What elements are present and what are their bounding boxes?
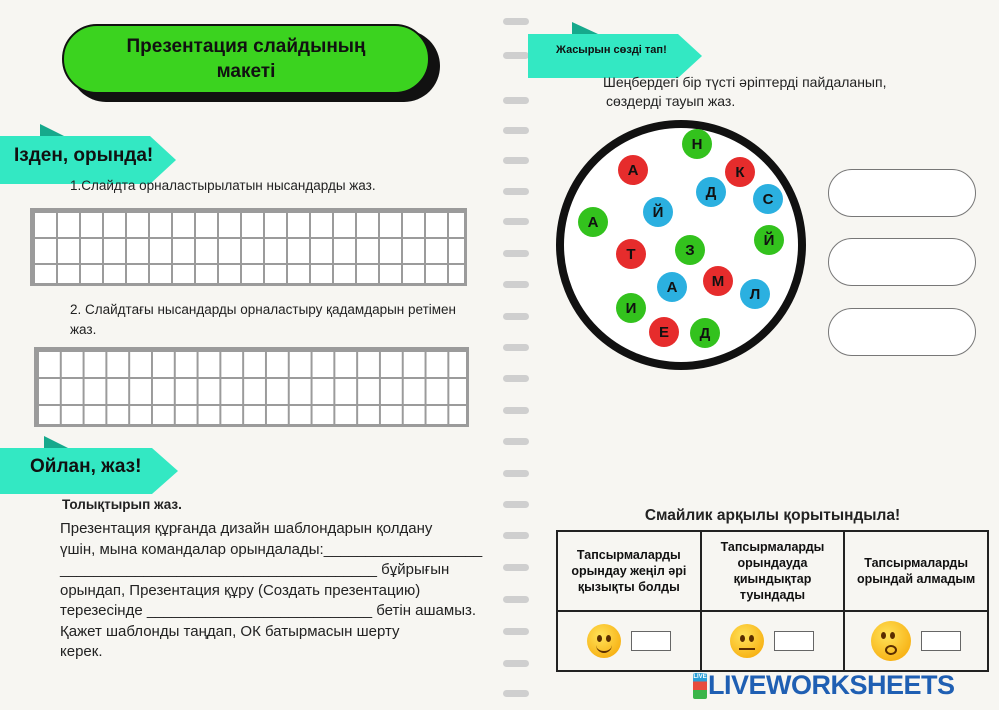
reflection-cell-1 — [557, 611, 701, 671]
letter-bubble: Л — [740, 279, 770, 309]
paragraph-line: Презентация құрғанда дизайн шаблондарын қолдану — [60, 520, 433, 537]
spiral-ring — [503, 313, 529, 320]
letter-bubble: С — [753, 184, 783, 214]
letter-bubble: К — [725, 157, 755, 187]
checkbox-2[interactable] — [774, 631, 814, 651]
thinking-smiley-icon — [730, 624, 764, 658]
spiral-ring — [503, 52, 529, 59]
paragraph-line: Қажет шаблонды таңдап, ОК батырмасын шерту — [60, 622, 400, 640]
letter-bubble: Е — [649, 317, 679, 347]
checkbox-1[interactable] — [631, 631, 671, 651]
wondering-smiley-icon — [871, 621, 911, 661]
banner-izden: Ізден, орында! — [14, 145, 154, 166]
reflection-title: Смайлик арқылы қорытындыла! — [644, 507, 901, 524]
spiral-ring — [503, 375, 529, 382]
task-1-text: 1.Слайдта орналастырылатын нысандарды жаз. — [70, 178, 376, 193]
answer-box-3[interactable] — [828, 308, 976, 356]
reflection-table — [556, 530, 989, 672]
answer-grid-2[interactable] — [34, 347, 469, 427]
paragraph-line: керек. — [60, 643, 103, 660]
letter-bubble: Д — [696, 177, 726, 207]
answer-grid-1[interactable] — [30, 208, 467, 286]
page-title: Презентация слайдының макеті — [62, 24, 430, 94]
spiral-ring — [503, 470, 529, 477]
spiral-ring — [503, 690, 529, 697]
instruction-line: Шеңбердегі бір түсті әріптерді пайдаланып, — [603, 74, 887, 90]
spiral-ring — [503, 188, 529, 195]
reflection-cell-2 — [701, 611, 845, 671]
spiral-ring — [503, 18, 529, 25]
spiral-ring — [503, 157, 529, 164]
answer-box-1[interactable] — [828, 169, 976, 217]
letter-bubble: Д — [690, 318, 720, 348]
reflection-col-1: Тапсырмаларды орындау жеңіл әрі қызықты болды — [557, 531, 701, 611]
paragraph-line: үшін, мына командалар орындалады:___________________ — [60, 540, 483, 558]
spiral-ring — [503, 218, 529, 225]
instruction-line: сөздерді тауып жаз. — [606, 93, 736, 109]
letter-bubble: И — [616, 293, 646, 323]
happy-smiley-icon — [587, 624, 621, 658]
task-2-text: 2. Слайдтағы нысандарды орналастыру қадамдарын ретімен жаз. — [70, 302, 457, 337]
spiral-ring — [503, 660, 529, 667]
liveworksheets-logo-icon: LIVE — [693, 673, 707, 699]
paragraph-line: терезесінде ___________________________ бетін ашамыз. — [60, 602, 477, 619]
letter-bubble: Н — [682, 129, 712, 159]
letter-bubble: А — [618, 155, 648, 185]
reflection-col-2: Тапсырмаларды орындауда қиындықтар туындады — [701, 531, 845, 611]
banner-hidden-word: Жасырын сөзді тап! — [556, 44, 667, 56]
paragraph-line: орындап, Презентация құру (Создать презентацию) — [60, 581, 421, 599]
letter-bubble: М — [703, 266, 733, 296]
instruction-text — [603, 73, 886, 111]
letter-bubble: Т — [616, 239, 646, 269]
fill-heading: Толықтырып жаз. — [62, 497, 182, 512]
spiral-ring — [503, 564, 529, 571]
reflection-cell-3 — [844, 611, 988, 671]
spiral-ring — [503, 344, 529, 351]
reflection-col-3: Тапсырмаларды орындай алмадым — [844, 531, 988, 611]
spiral-ring — [503, 281, 529, 288]
spiral-ring — [503, 97, 529, 104]
letter-bubble: З — [675, 235, 705, 265]
letter-bubble: Й — [754, 225, 784, 255]
banner-oilan: Ойлан, жаз! — [30, 456, 142, 477]
fill-paragraph[interactable] — [60, 519, 490, 663]
spiral-ring — [503, 596, 529, 603]
spiral-ring — [503, 407, 529, 414]
spiral-ring — [503, 532, 529, 539]
letter-bubble: А — [578, 207, 608, 237]
spiral-ring — [503, 438, 529, 445]
spiral-ring — [503, 127, 529, 134]
checkbox-3[interactable] — [921, 631, 961, 651]
answer-box-2[interactable] — [828, 238, 976, 286]
paragraph-line: ______________________________________ бұйрығын — [60, 561, 450, 578]
spiral-ring — [503, 250, 529, 257]
spiral-ring — [503, 501, 529, 508]
letter-bubble: Й — [643, 197, 673, 227]
letter-bubble: А — [657, 272, 687, 302]
spiral-ring — [503, 628, 529, 635]
liveworksheets-brand[interactable]: LIVEWORKSHEETS — [708, 670, 955, 700]
